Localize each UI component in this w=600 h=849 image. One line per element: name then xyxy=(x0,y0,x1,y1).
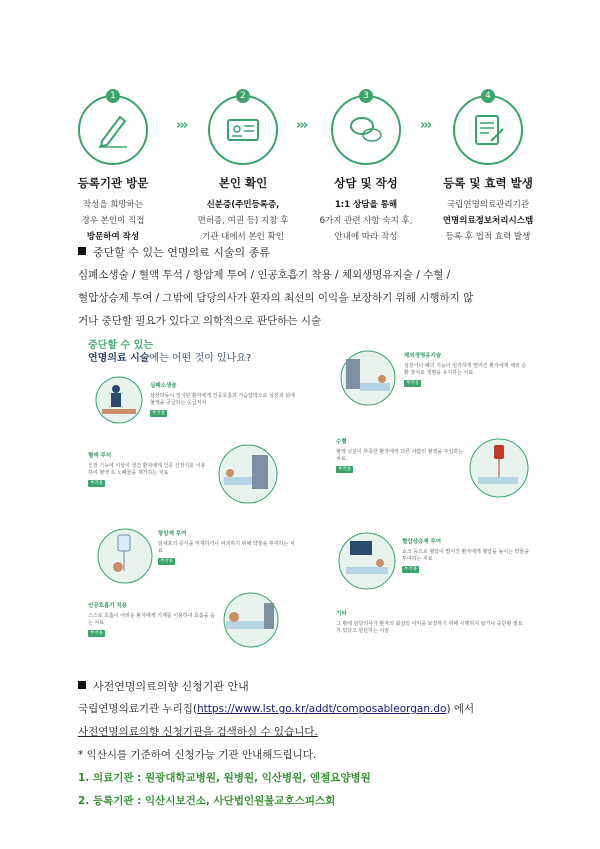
step-title: 본인 확인 xyxy=(218,176,268,190)
medical-institutions: 1. 의료기관 : 원광대학교병원, 원병원, 익산병원, 엔젤요양병원 xyxy=(78,772,371,784)
card-ecmo: 체외생명유지술 심장이나 폐의 기능이 심각하게 떨어진 환자에게 체외 순환 장치로 생명을 유지하는 치료 부작용 xyxy=(404,353,527,386)
ecmo-illustration xyxy=(336,349,400,407)
ventilator-illustration xyxy=(218,591,284,649)
card-other: 기타 그 밖에 담당의사가 환자의 최선의 이익을 보장하기 위해 시행하지 않거나 중단할 필요가 있다고 판단하는 시술 xyxy=(336,611,523,634)
card-dialysis: 혈액 투석 신장 기능에 이상이 생긴 환자에게 인공 신장기를 이용하여 혈액 속 노폐물을 제거하는 치료 부작용 xyxy=(88,453,206,486)
chevron-right-icon: ››› xyxy=(296,118,307,133)
step-title: 등록 및 효력 발생 xyxy=(443,176,533,190)
step-description: 1:1 상담을 통해 6가지 관련 사항 숙지 후, 안내에 따라 작성 xyxy=(319,200,413,242)
step-number: 3 xyxy=(359,89,373,103)
step-description: 신분증(주민등록증, 면허증, 여권 등) 지참 후 기관 내에서 본인 확인 xyxy=(197,200,289,242)
vasopressor-illustration xyxy=(336,531,398,591)
chevron-right-icon: ››› xyxy=(176,118,187,133)
id-card-icon xyxy=(224,111,262,149)
step-consult xyxy=(306,91,426,245)
step-description: 국립연명의료관리기관 연명의료정보처리시스템 등록 후 법적 효력 발생 xyxy=(442,200,534,242)
cpr-illustration xyxy=(92,375,146,425)
section-title-treatments: 중단할 수 있는 연명의료 시술의 종류 xyxy=(78,244,270,260)
card-transfusion: 수혈 혈액 성분이 부족한 환자에게 다른 사람의 혈액을 주입하는 치료 부작용 xyxy=(336,439,464,472)
pen-icon xyxy=(94,111,132,149)
card-ventilator: 인공호흡기 착용 스스로 호흡이 어려운 환자에게 기계를 이용하여 호흡을 돕는 치료 부작용 xyxy=(88,603,216,636)
step-number: 2 xyxy=(236,89,250,103)
chevron-right-icon: ››› xyxy=(420,118,431,133)
transfusion-illustration xyxy=(468,437,530,499)
chemotherapy-illustration xyxy=(96,527,154,585)
step-number: 4 xyxy=(481,89,495,103)
step-identify xyxy=(183,91,303,245)
treatments-infographic xyxy=(78,335,534,650)
square-bullet-icon xyxy=(78,247,86,255)
step-number: 1 xyxy=(106,89,120,103)
step-title: 등록기관 방문 xyxy=(77,176,149,190)
step-circle xyxy=(208,91,278,165)
step-circle xyxy=(453,91,523,165)
card-chemotherapy: 항암제 투여 암세포의 증식을 억제하거나 파괴하기 위해 약물을 투여하는 치료 부작용 xyxy=(158,531,295,564)
treatments-list: 심폐소생술 / 혈액 투석 / 항암제 투여 / 인공호흡기 착용 / 체외생명유지술 / 수혈 / 혈압상승제 투여 / 그밖에 담당의사가 환자의 최선의 이익을 보장하기 위해 시행하지 않 거나 중단할 필요가 있다고 의학적으로 판단하는 시술 xyxy=(78,269,474,327)
step-register xyxy=(428,91,548,245)
lst-website-link[interactable]: https://www.lst.go.kr/addt/composableorgan.do xyxy=(197,703,447,715)
dialysis-illustration xyxy=(214,443,282,505)
card-cpr: 심폐소생술 심장박동이 정지된 환자에게 인공호흡과 가슴압박으로 심장과 뇌에 혈액을 공급하는 응급처치 부작용 xyxy=(150,383,295,416)
note-text: * 익산시를 기준하여 신청가능 기관 안내해드립니다. xyxy=(78,749,317,761)
section-title-institutions: 사전연명의료의향 신청기관 안내 xyxy=(78,678,249,694)
document-icon xyxy=(469,111,507,149)
step-circle xyxy=(331,91,401,165)
institution-search-text: 국립연명의료기관 누리집(https://www.lst.go.kr/addt/composableorgan.do) 에서 사전연명의료의향 신청기관을 검색하실 수 있습니다. * 익산시를 기준하여 신청가능 기관 안내해드립니다. 1. 의료기관 : 원광대학교병원, 원병원, 익산병원, 엔젤요양병원 2. 등록기관 : 익산시보건소, 사단법인원불교호스피스회 xyxy=(78,698,548,813)
step-visit xyxy=(53,91,173,245)
step-title: 상담 및 작성 xyxy=(334,176,398,190)
step-circle xyxy=(78,91,148,165)
infographic-title: 중단할 수 있는 연명의료 시술에는 어떤 것이 있나요? xyxy=(88,340,252,364)
registration-institutions: 2. 등록기관 : 익산시보건소, 사단법인원불교호스피스회 xyxy=(78,795,336,807)
card-vasopressor: 혈압상승제 투여 쇼크 등으로 혈압이 떨어진 환자에게 혈압을 높이는 약물을 투여하는 치료 부작용 xyxy=(402,539,530,572)
step-description: 작성을 희망하는 경우 본인이 직접 방문하여 작성 xyxy=(81,200,145,242)
square-bullet-icon xyxy=(78,681,86,689)
speech-bubble-icon xyxy=(347,111,385,149)
